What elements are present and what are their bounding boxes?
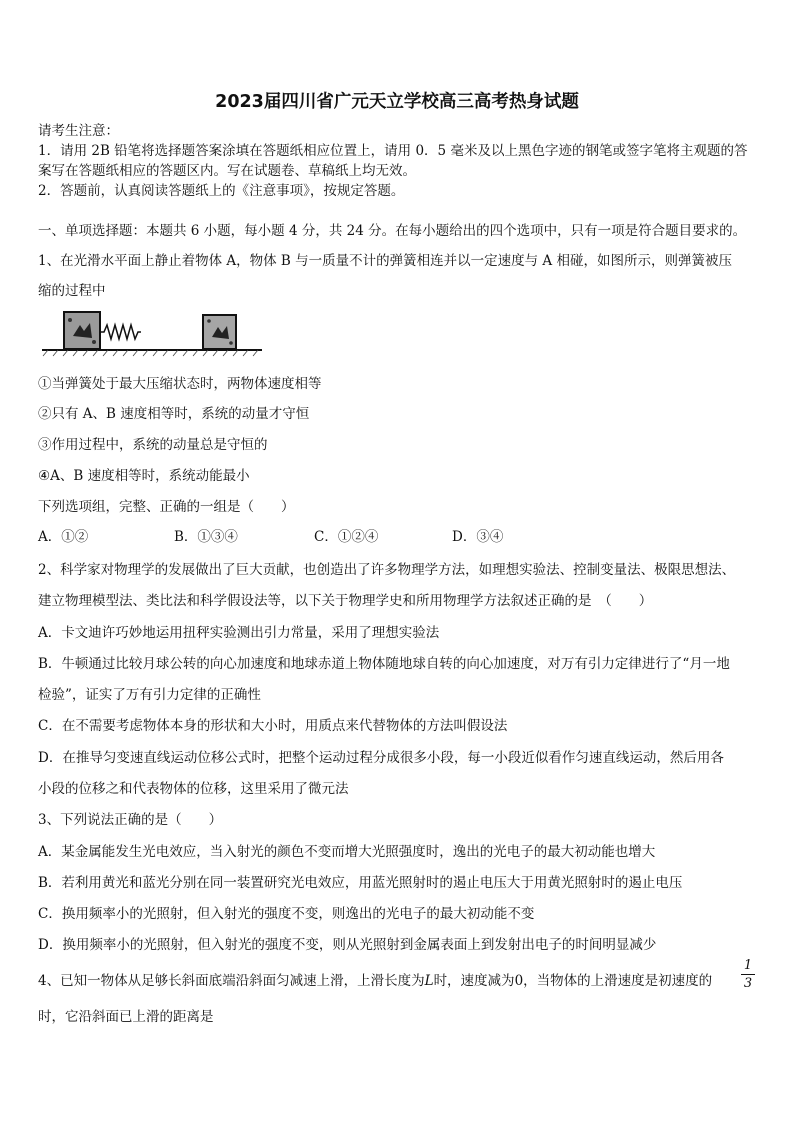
- q4-stem-part1: 4、已知一物体从足够长斜面底端沿斜面匀减速上滑，上滑长度为: [38, 973, 425, 989]
- q3-option-c[interactable]: C．换用频率小的光照射，但入射光的强度不变，则逸出的光电子的最大初动能不变: [38, 906, 535, 922]
- ground-surface: [42, 350, 262, 356]
- q1-options: [38, 528, 758, 546]
- q1-statement-3: ③作用过程中，系统的动量总是守恒的: [38, 437, 268, 453]
- q3-option-a[interactable]: A．某金属能发生光电效应，当入射光的颜色不变而增大光照强度时，逸出的光电子的最大初动能也增大: [38, 844, 656, 860]
- q4-stem-line2: 时，它沿斜面已上滑的距离是: [38, 1009, 214, 1025]
- q4-variable-l: L: [424, 973, 434, 989]
- q4-fraction: [738, 958, 758, 991]
- spring: [100, 325, 141, 339]
- q3-option-d[interactable]: D．换用频率小的光照射，但入射光的强度不变，则从光照射到金属表面上到发射出电子的时间明显减少: [38, 937, 657, 953]
- q1-stem-line1: 1、在光滑水平面上静止着物体 A，物体 B 与一质量不计的弹簧相连并以一定速度与 A 相碰，如图所示，则弹簧被压: [38, 253, 732, 269]
- q2-option-a[interactable]: A．卡文迪许巧妙地运用扭秤实验测出引力常量，采用了理想实验法: [38, 625, 440, 641]
- notice-item1-line1: 1．请用 2B 铅笔将选择题答案涂填在答题纸相应位置上，请用 0．5 毫米及以上黑色字迹的钢笔或签字笔将主观题的答: [38, 143, 748, 159]
- q1-ask: 下列选项组，完整、正确的一组是（ ）: [38, 499, 295, 515]
- block-a: [203, 315, 236, 349]
- q4-fraction-denominator: 3: [743, 976, 753, 991]
- q3-stem: 3、下列说法正确的是（ ）: [38, 812, 223, 828]
- q2-option-d-line2: 小段的位移之和代表物体的位移，这里采用了微元法: [38, 781, 349, 797]
- q1-option-a[interactable]: A．①②: [38, 529, 89, 545]
- q1-option-c[interactable]: C．①②④: [314, 529, 379, 545]
- q1-stem-line2: 缩的过程中: [38, 283, 106, 299]
- q4-stem-part2: 时，速度减为: [433, 973, 515, 989]
- q1-statement-1: ①当弹簧处于最大压缩状态时，两物体速度相等: [38, 376, 322, 392]
- page-title: 2023届四川省广元天立学校高三高考热身试题: [215, 92, 579, 112]
- section1-heading: 一、单项选择题：本题共 6 小题，每小题 4 分，共 24 分。在每小题给出的四个选项中，只有一项是符合题目要求的。: [38, 223, 747, 239]
- q2-stem-line2: 建立物理模型法、类比法和科学假设法等，以下关于物理学史和所用物理学方法叙述正确的是 （ ）: [38, 593, 653, 609]
- q1-option-b[interactable]: B．①③④: [174, 529, 238, 545]
- q4-zero: 0: [514, 973, 524, 989]
- q3-option-b[interactable]: B．若利用黄光和蓝光分别在同一装置研究光电效应，用蓝光照射时的遏止电压大于用黄光照射时的遏止电压: [38, 875, 683, 891]
- q4-stem-line1: [38, 972, 758, 990]
- notice-item1-line2: 案写在答题纸相应的答题区内。写在试题卷、草稿纸上均无效。: [38, 163, 416, 179]
- q2-option-c[interactable]: C．在不需要考虑物体本身的形状和大小时，用质点来代替物体的方法叫假设法: [38, 718, 508, 734]
- q2-option-d-line1[interactable]: D．在推导匀变速直线运动位移公式时，把整个运动过程分成很多小段，每一小段近似看作匀速直线运动，然后用各: [38, 750, 724, 766]
- q1-statement-2: ②只有 A、B 速度相等时，系统的动量才守恒: [38, 406, 310, 422]
- q4-stem-part3: ，当物体的上滑速度是初速度的: [523, 973, 713, 989]
- q2-option-b-line2: 检验”，证实了万有引力定律的正确性: [38, 687, 261, 703]
- q1-statement-4: ④A、B 速度相等时，系统动能最小: [38, 468, 250, 484]
- notice-heading: 请考生注意：: [38, 123, 119, 139]
- q2-stem-line1: 2、科学家对物理学的发展做出了巨大贡献，也创造出了许多物理学方法，如理想实验法、控制变量法、极限思想法、: [38, 562, 736, 578]
- q1-option-d[interactable]: D．③④: [452, 529, 504, 545]
- q2-option-b-line1[interactable]: B．牛顿通过比较月球公转的向心加速度和地球赤道上物体随地球自转的向心加速度，对万有引力定律进行了“月一地: [38, 656, 730, 672]
- collision-figure: [40, 308, 265, 358]
- block-b: [64, 312, 100, 349]
- q4-fraction-bar: [741, 974, 755, 975]
- q4-fraction-numerator: 1: [743, 958, 753, 973]
- notice-item2: 2．答题前，认真阅读答题纸上的《注意事项》，按规定答题。: [38, 183, 405, 199]
